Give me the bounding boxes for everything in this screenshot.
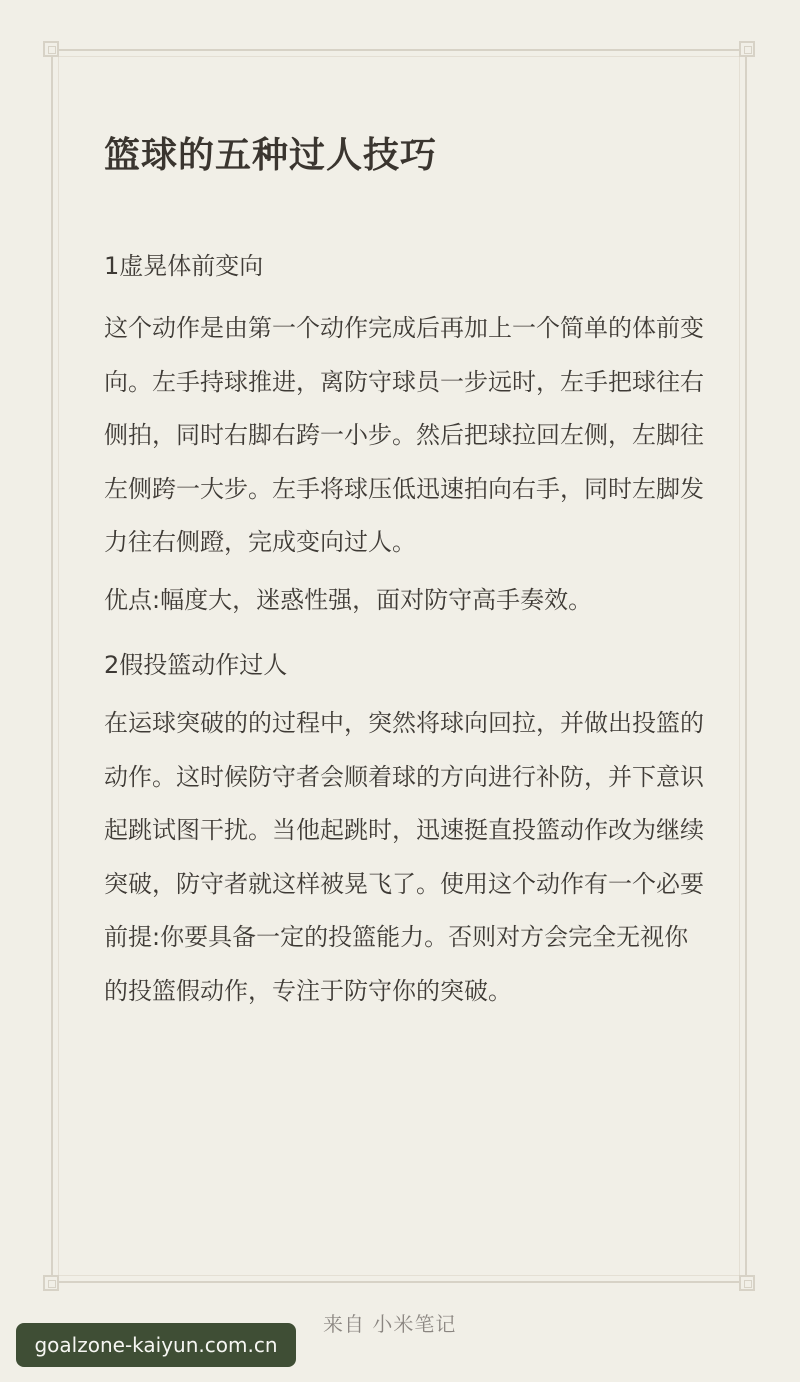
note-source-label: 来自 小米笔记: [323, 1312, 457, 1336]
frame-corner-ornament: [43, 41, 59, 57]
section-heading: 2假投篮动作过人: [104, 651, 288, 679]
watermark-badge: goalzone-kaiyun.com.cn: [16, 1323, 296, 1367]
section-advantage: 优点:幅度大，迷惑性强，面对防守高手奏效。: [104, 585, 593, 614]
note-content: [104, 128, 704, 1018]
note-title: 篮球的五种过人技巧: [104, 135, 438, 176]
frame-corner-ornament: [739, 1275, 755, 1291]
frame-corner-ornament: [739, 41, 755, 57]
section-body: 这个动作是由第一个动作完成后再加上一个简单的体前变向。左手持球推进，离防守球员一步远时，左手把球往右侧拍，同时右脚右跨一小步。然后把球拉回左侧，左脚往左侧跨一大步。左手将球压低迅速拍向右手，同时左脚发力往右侧蹬，完成变向过人。: [104, 314, 704, 556]
section-body: 在运球突破的的过程中，突然将球向回拉，并做出投篮的动作。这时候防守者会顺着球的方向进行补防，并下意识起跳试图干扰。当他起跳时，迅速挺直投篮动作改为继续突破，防守者就这样被晃飞了。使用这个动作有一个必要前提:你要具备一定的投篮能力。否则对方会完全无视你的投篮假动作，专注于防守你的突破。: [104, 709, 704, 1005]
section-heading: 1虚晃体前变向: [104, 252, 264, 280]
frame-corner-ornament: [43, 1275, 59, 1291]
